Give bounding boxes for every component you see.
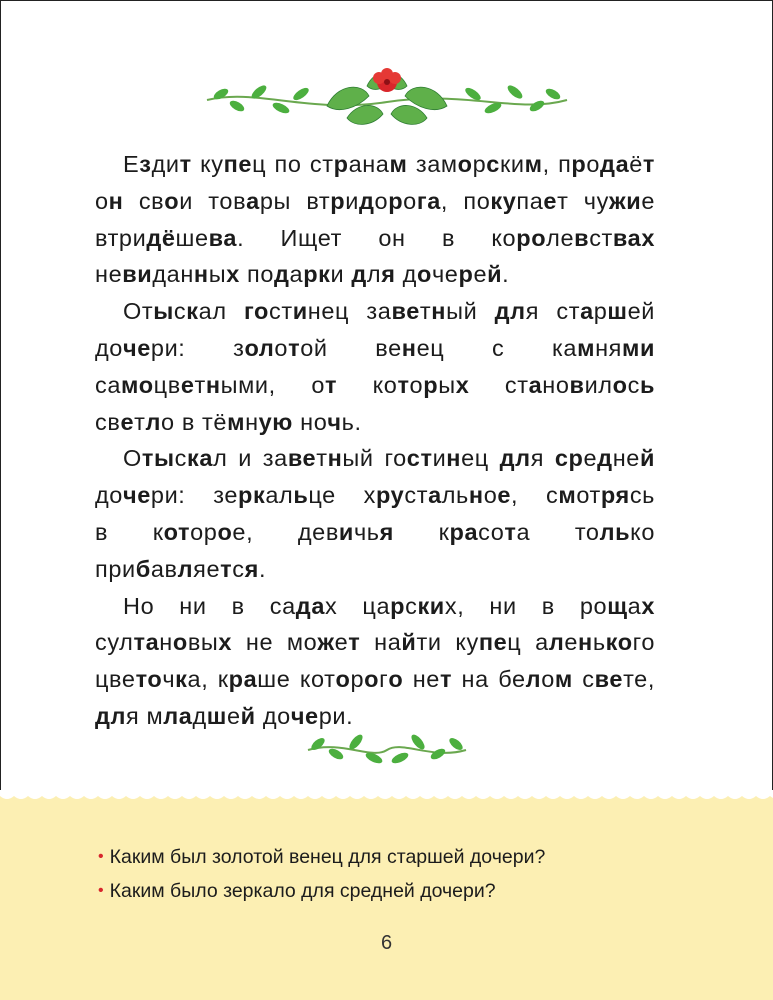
top-vine-ornament [0, 62, 773, 136]
story-line: Отыскал и заветный гостинец для средней [123, 445, 655, 472]
flower-vine-icon [197, 62, 577, 136]
page-number: 6 [380, 932, 393, 954]
story-line: султановых не может найти купец аленького [95, 629, 655, 656]
story-paragraph [95, 588, 655, 735]
leaf-vine-icon [302, 724, 472, 774]
story-line: прибавляется. [95, 555, 267, 582]
wavy-border [0, 790, 773, 804]
story-line: светло в тёмную ночь. [95, 408, 362, 435]
story-line: дочери: золотой венец с камнями [95, 334, 655, 361]
question-2-text: Каким было зеркало для средней дочери? [109, 880, 496, 902]
story-paragraph [95, 293, 655, 440]
bottom-vine-ornament [0, 724, 773, 774]
story-paragraph [95, 146, 655, 293]
bullet-icon: • [98, 848, 104, 865]
story-line: невиданных подарки для дочерей. [95, 261, 510, 288]
story-line: втридёшева. Ищет он в королевствах [95, 224, 655, 251]
story-paragraph [95, 440, 655, 587]
story-line: для младшей дочери. [95, 702, 354, 729]
question-1 [98, 846, 545, 869]
story-line: Ездит купец по странам заморским, продаёт [123, 151, 656, 177]
question-1-text: Каким был золотой венец для старшей дочери? [109, 846, 546, 868]
story-line: Отыскал гостинец заветный для старшей [123, 298, 655, 325]
story-line: в которое, девичья красота только [95, 518, 655, 545]
story-line: он свои товары втридорога, покупает чужие [95, 187, 655, 214]
bullet-icon: • [98, 882, 104, 899]
story-line: самоцветными, от которых становилось [95, 371, 655, 398]
story-line: дочери: зеркальце хрустальное, смотрясь [95, 482, 656, 509]
question-2 [98, 880, 496, 903]
story-line: Но ни в садах царских, ни в рощах [123, 592, 655, 619]
story-text [95, 146, 655, 735]
story-line: цветочка, краше которого нет на белом свете, [95, 666, 655, 693]
